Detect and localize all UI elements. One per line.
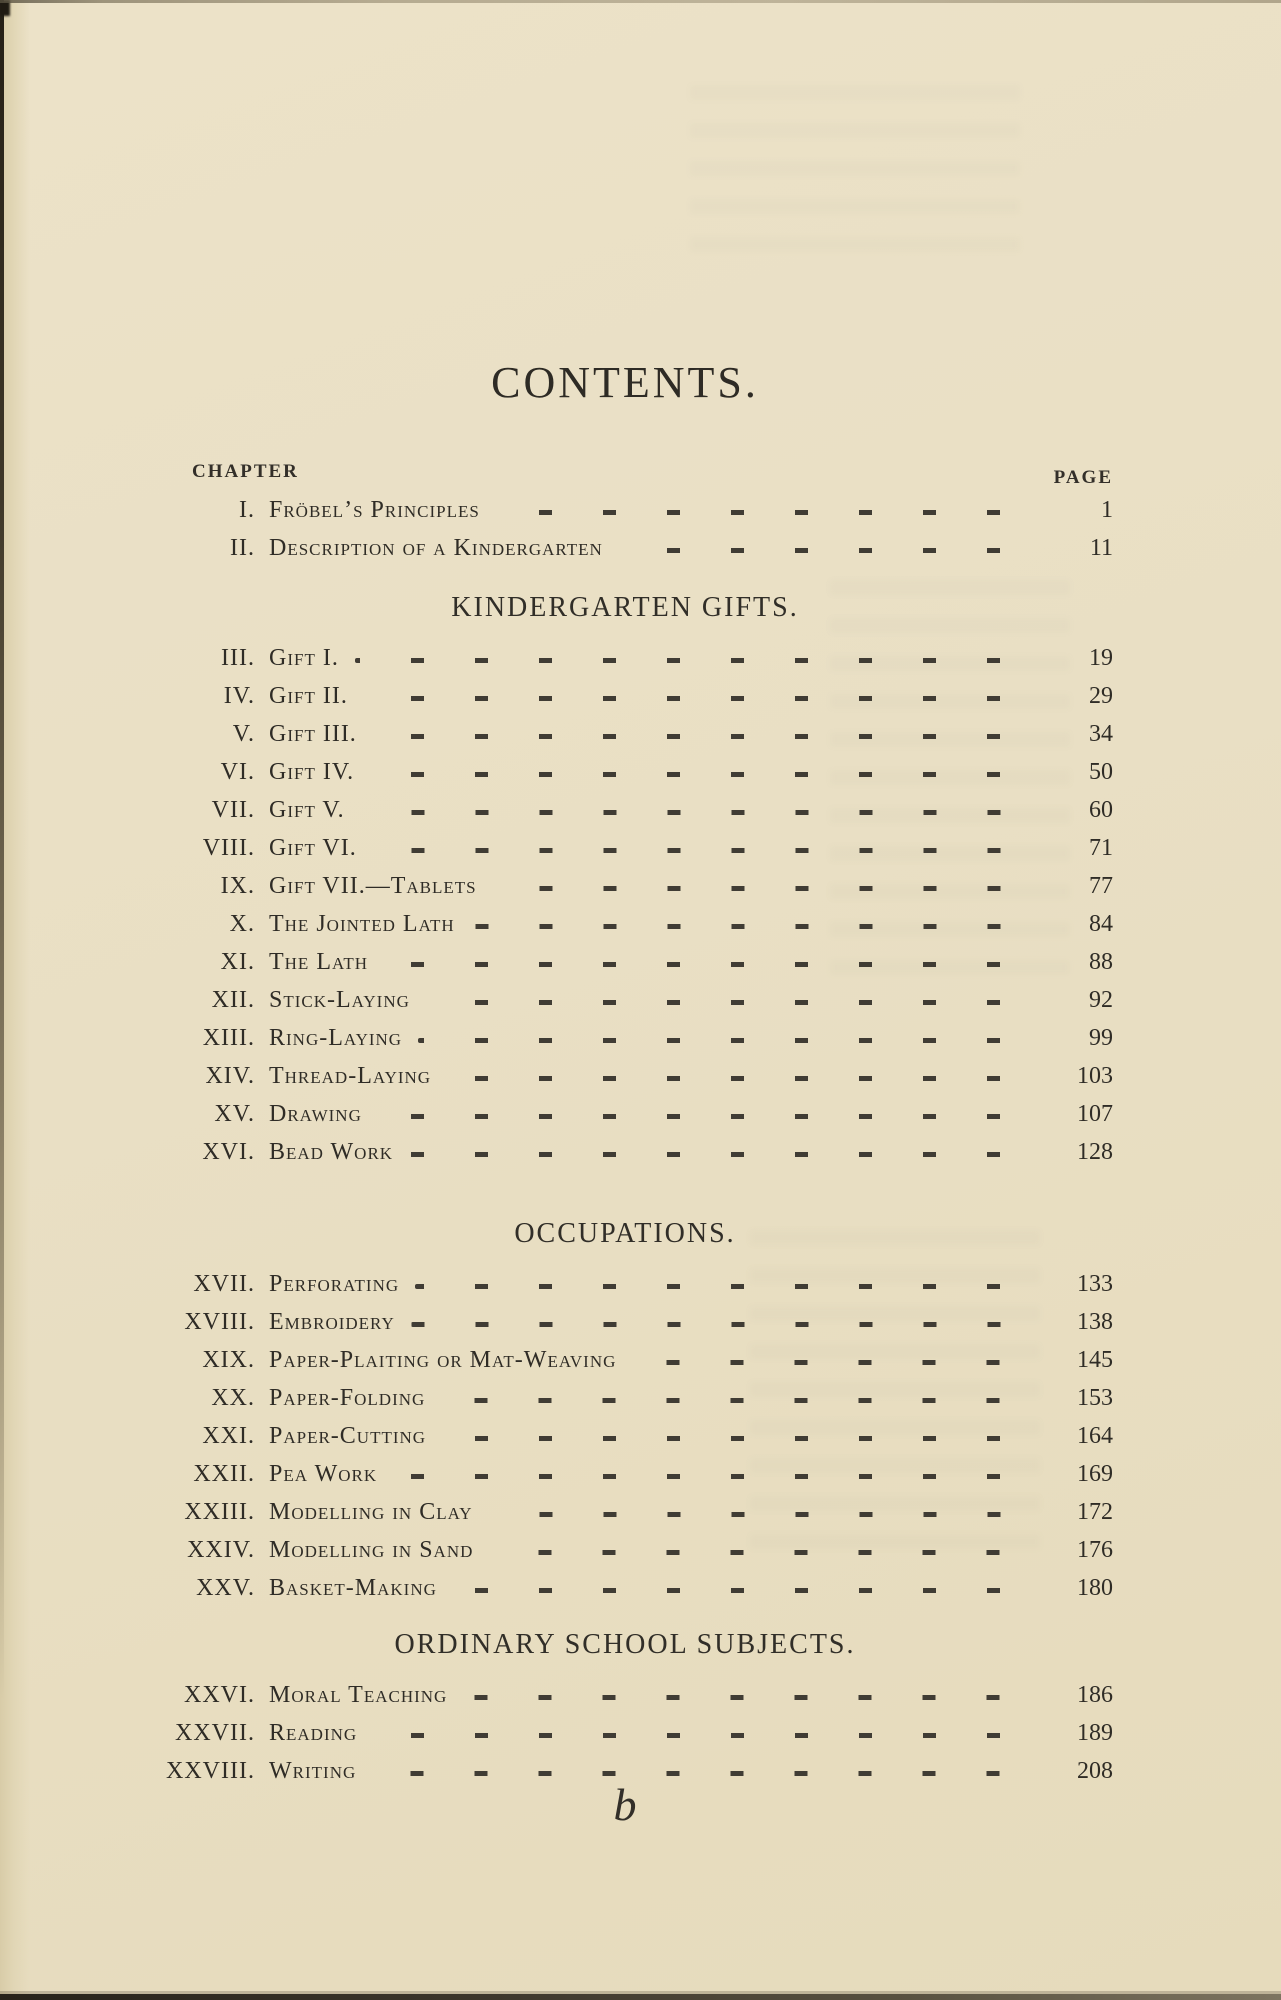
toc-row — [137, 677, 1113, 715]
toc-row — [137, 981, 1113, 1019]
toc-leader — [489, 1531, 1043, 1569]
toc-entry-title: Reading — [269, 1720, 358, 1746]
toc-chapter-numeral: XXI. — [202, 1423, 255, 1449]
toc-leader — [442, 1417, 1043, 1455]
toc-entry-title: Stick-Laying — [269, 987, 410, 1013]
toc-chapter-numeral: XXIII. — [184, 1499, 255, 1525]
toc-leader — [361, 791, 1043, 829]
toc-chapter-numeral: XII. — [211, 987, 255, 1013]
toc-chapter-numeral: XI. — [220, 949, 255, 975]
toc-chapter-numeral: V. — [232, 721, 255, 747]
toc-row — [137, 1531, 1113, 1569]
section-heading: OCCUPATIONS. — [514, 1218, 736, 1249]
toc-chapter-numeral: VIII. — [202, 835, 255, 861]
toc-chapter-numeral: VI. — [220, 759, 255, 785]
toc-page-number: 172 — [1077, 1499, 1113, 1525]
toc-entry-title: Description of a Kindergarten — [269, 535, 603, 561]
toc-leader — [489, 1493, 1043, 1531]
toc-leader — [447, 1057, 1043, 1095]
toc-page-number: 88 — [1089, 949, 1113, 975]
toc-leader — [619, 529, 1043, 567]
toc-entry-title: Embroidery — [269, 1309, 395, 1335]
toc-row — [137, 867, 1113, 905]
toc-page-number: 133 — [1077, 1271, 1113, 1297]
toc-leader — [471, 905, 1043, 943]
toc-row — [137, 715, 1113, 753]
toc-row — [137, 1133, 1113, 1171]
toc-entry-title: Basket-Making — [269, 1575, 437, 1601]
toc-chapter-numeral: X. — [229, 911, 255, 937]
toc-page-number: 77 — [1089, 873, 1113, 899]
toc-entry-title: Paper-Folding — [269, 1385, 426, 1411]
toc-page-number: 99 — [1089, 1025, 1113, 1051]
toc-row — [137, 1676, 1113, 1714]
toc-row — [137, 943, 1113, 981]
toc-chapter-numeral: II. — [230, 535, 255, 561]
toc-row — [137, 1417, 1113, 1455]
toc-leader — [463, 1676, 1043, 1714]
toc-chapter-numeral: III. — [221, 645, 255, 671]
toc-chapter-numeral: XXVII. — [175, 1720, 255, 1746]
toc-page-number: 19 — [1089, 645, 1113, 671]
toc-leader — [426, 981, 1043, 1019]
toc-chapter-numeral: XXV. — [196, 1575, 255, 1601]
toc-chapter-numeral: VII. — [211, 797, 255, 823]
toc-page-number: 180 — [1077, 1575, 1113, 1601]
toc-page-number: 189 — [1077, 1720, 1113, 1746]
toc-page-number: 60 — [1089, 797, 1113, 823]
toc-rows — [137, 1676, 1113, 1790]
toc-page-number: 1 — [1101, 497, 1113, 523]
toc-chapter-numeral: XVI. — [202, 1139, 255, 1165]
toc-page-number: 29 — [1089, 683, 1113, 709]
toc-leader — [418, 1019, 1043, 1057]
toc-row — [137, 1455, 1113, 1493]
toc-row — [137, 1057, 1113, 1095]
toc-leader — [496, 491, 1043, 529]
toc-leader — [441, 1379, 1043, 1417]
toc-entry-title: Modelling in Sand — [269, 1537, 474, 1563]
toc-page-number: 50 — [1089, 759, 1113, 785]
toc-leader — [453, 1569, 1043, 1607]
toc-entry-title: Gift V. — [269, 797, 345, 823]
toc-leader — [370, 753, 1043, 791]
toc-row — [137, 1265, 1113, 1303]
toc-page-number: 164 — [1077, 1423, 1113, 1449]
toc-entry-title: Gift II. — [269, 683, 348, 709]
toc-page-number: 71 — [1089, 835, 1113, 861]
toc-leader — [364, 677, 1043, 715]
toc-row — [137, 1379, 1113, 1417]
gutter-shadow — [0, 0, 30, 2000]
section-heading: KINDERGARTEN GIFTS. — [451, 592, 799, 623]
toc-rows — [137, 639, 1113, 1171]
toc-page-number: 138 — [1077, 1309, 1113, 1335]
toc-page-number: 176 — [1077, 1537, 1113, 1563]
chapter-column-label: CHAPTER — [192, 461, 299, 482]
toc-entry-title: Gift III. — [269, 721, 357, 747]
toc-rows — [137, 1265, 1113, 1607]
toc-row — [137, 753, 1113, 791]
toc-leader — [373, 829, 1043, 867]
toc-entry-title: Drawing — [269, 1101, 362, 1127]
printers-signature: b — [613, 1779, 637, 1830]
toc-page-number: 34 — [1089, 721, 1113, 747]
toc-chapter-numeral: XIV. — [205, 1063, 255, 1089]
toc-page-number: 169 — [1077, 1461, 1113, 1487]
toc-chapter-numeral: I. — [239, 497, 255, 523]
toc-chapter-numeral: XXVI. — [184, 1682, 255, 1708]
toc-row — [137, 1341, 1113, 1379]
toc-chapter-numeral: XIX. — [202, 1347, 255, 1373]
toc-leader — [378, 1095, 1043, 1133]
toc-chapter-numeral: XVII. — [193, 1271, 255, 1297]
toc-chapter-numeral: XXVIII. — [166, 1758, 255, 1784]
toc-row — [137, 529, 1113, 567]
toc-chapter-numeral: XIII. — [202, 1025, 255, 1051]
toc-leader — [393, 1455, 1043, 1493]
toc-page-number: 153 — [1077, 1385, 1113, 1411]
section-heading: ORDINARY SCHOOL SUBJECTS. — [394, 1629, 856, 1660]
gutter-edge-line — [0, 0, 4, 2000]
toc-row — [137, 1569, 1113, 1607]
toc-page-number: 128 — [1077, 1139, 1113, 1165]
toc-entry-title: Perforating — [269, 1271, 400, 1297]
toc-leader — [411, 1303, 1043, 1341]
toc-entry-title: The Lath — [269, 949, 369, 975]
toc-row — [137, 639, 1113, 677]
toc-row — [137, 491, 1113, 529]
toc-leader — [415, 1265, 1043, 1303]
toc-chapter-numeral: XV. — [214, 1101, 255, 1127]
toc-entry-title: Bead Work — [269, 1139, 394, 1165]
toc-row — [137, 1303, 1113, 1341]
toc-page-number: 11 — [1089, 535, 1113, 561]
toc-leader — [373, 715, 1043, 753]
toc-chapter-numeral: XVIII. — [184, 1309, 255, 1335]
toc-chapter-numeral: XX. — [211, 1385, 255, 1411]
toc-page-number: 84 — [1089, 911, 1113, 937]
toc-entry-title: Writing — [269, 1758, 357, 1784]
toc-entry-title: Gift VI. — [269, 835, 357, 861]
toc-page-number: 186 — [1077, 1682, 1113, 1708]
toc-entry-title: Gift I. — [269, 645, 339, 671]
toc-leader — [632, 1341, 1043, 1379]
toc-chapter-numeral: XXIV. — [187, 1537, 255, 1563]
toc-row — [137, 1493, 1113, 1531]
toc-leader — [409, 1133, 1043, 1171]
toc-leader — [355, 639, 1043, 677]
toc-row — [137, 791, 1113, 829]
toc-page-number: 103 — [1077, 1063, 1113, 1089]
toc-row — [137, 829, 1113, 867]
toc-entry-title: Moral Teaching — [269, 1682, 448, 1708]
toc-chapter-numeral: XXII. — [193, 1461, 255, 1487]
toc-chapter-numeral: IV. — [223, 683, 255, 709]
toc-row — [137, 1714, 1113, 1752]
toc-page-number: 208 — [1077, 1758, 1113, 1784]
toc-entry-title: Fröbel’s Principles — [269, 497, 480, 523]
toc-entry-title: The Jointed Lath — [269, 911, 455, 937]
page-column-label: PAGE — [1053, 467, 1113, 488]
toc-page-number: 145 — [1077, 1347, 1113, 1373]
toc-entry-title: Ring-Laying — [269, 1025, 403, 1051]
toc-leader — [373, 1714, 1043, 1752]
page-title: CONTENTS. — [491, 358, 759, 407]
toc-row — [137, 1095, 1113, 1133]
toc-entry-title: Gift IV. — [269, 759, 355, 785]
toc-entry-title: Gift VII.—Tablets — [269, 873, 477, 899]
toc-page-number: 107 — [1077, 1101, 1113, 1127]
toc-entry-title: Modelling in Clay — [269, 1499, 473, 1525]
toc-leader — [384, 943, 1043, 981]
toc-entry-title: Thread-Laying — [269, 1063, 432, 1089]
toc-row — [137, 1019, 1113, 1057]
toc-chapter-numeral: IX. — [220, 873, 255, 899]
toc-entry-title: Pea Work — [269, 1461, 378, 1487]
toc-page-number: 92 — [1089, 987, 1113, 1013]
toc-rows — [137, 491, 1113, 567]
toc-row — [137, 905, 1113, 943]
toc-entry-title: Paper-Cutting — [269, 1423, 427, 1449]
toc-entry-title: Paper-Plaiting or Mat-Weaving — [269, 1347, 617, 1373]
page-content — [137, 0, 1113, 2000]
toc-leader — [493, 867, 1043, 905]
